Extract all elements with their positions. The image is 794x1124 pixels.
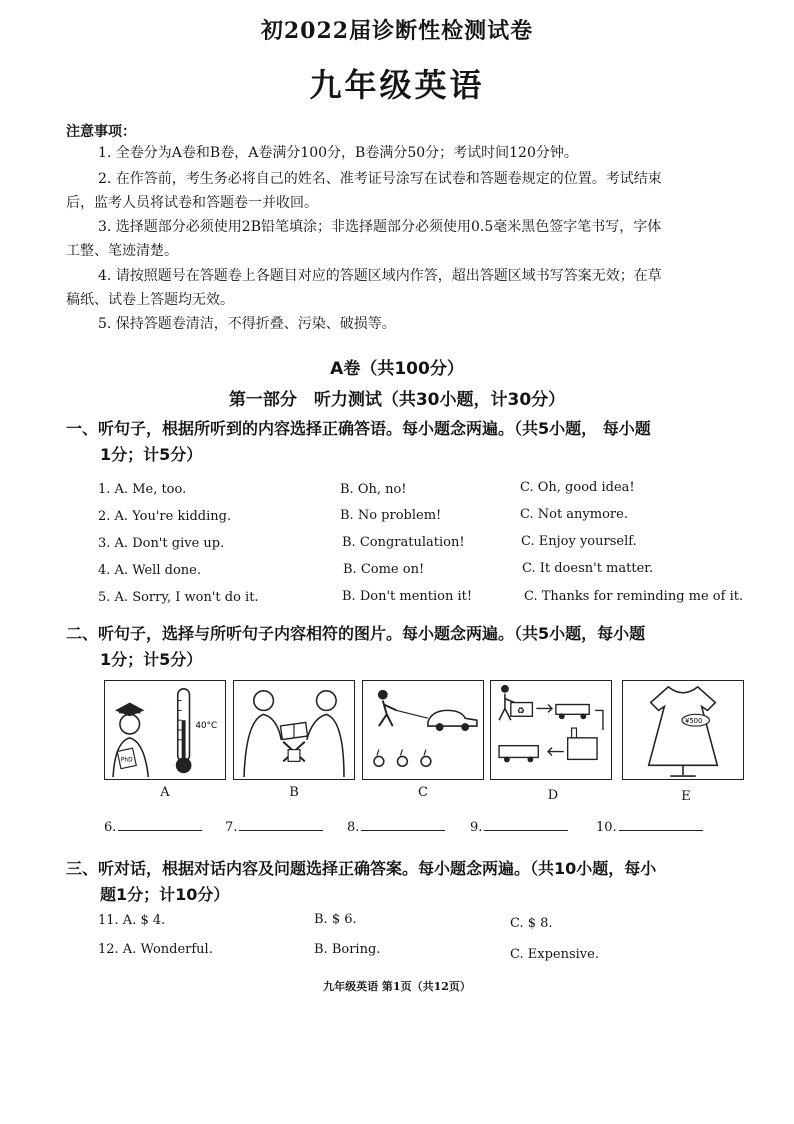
picture-label-d: D <box>547 788 559 803</box>
q3-item-12-c: C. Expensive. <box>510 947 599 962</box>
q3-item-11-c: C. $ 8. <box>510 916 553 931</box>
answer-blank-8[interactable] <box>347 818 445 835</box>
notice-item-3-cont: 工整、笔迹清楚。 <box>66 243 178 259</box>
answer-blank-10[interactable] <box>596 818 703 835</box>
q1-item-4-a: 4. A. Well done. <box>98 563 201 578</box>
exam-title: 初2022届诊断性检测试卷 <box>260 18 534 44</box>
answer-blank-7[interactable] <box>225 818 323 835</box>
picture-d <box>490 680 612 780</box>
q3-instruction: 三、听对话，根据对话内容及问题选择正确答案。每小题念两遍。（共10小题，每小 <box>66 859 657 878</box>
q1-instruction-cont: 1分；计5分） <box>100 445 203 464</box>
q1-item-4-b: B. Come on! <box>343 562 425 577</box>
notice-item-5: 5. 保持答题卷清洁，不得折叠、污染、破损等。 <box>98 316 396 332</box>
picture-a <box>104 680 226 780</box>
picture-label-c: C <box>418 785 428 800</box>
answer-blank-9[interactable] <box>470 818 568 835</box>
notice-item-2: 2. 在作答前，考生务必将自己的姓名、准考证号涂写在试卷和答题卷规定的位置。考试结束 <box>98 171 662 187</box>
blank-number-9: 9. <box>470 820 483 835</box>
blank-number-7: 7. <box>225 820 238 835</box>
picture-label-e: E <box>681 789 691 804</box>
notice-item-3: 3. 选择题部分必须使用2B铅笔填涂；非选择题部分必须使用0.5毫米黑色签字笔书写，字体 <box>98 219 662 235</box>
picture-label-b: B <box>289 785 299 800</box>
q1-item-5-b: B. Don't mention it! <box>342 589 473 604</box>
graduate-thermometer-illustration <box>105 681 225 779</box>
q3-item-11-b: B. $ 6. <box>314 912 357 927</box>
notice-item-4-cont: 稿纸、试卷上答题均无效。 <box>66 292 234 308</box>
dress-price-illustration <box>623 681 743 779</box>
notice-item-1: 1. 全卷分为A卷和B卷，A卷满分100分，B卷满分50分；考试时间120分钟。 <box>98 145 578 161</box>
q1-item-2-b: B. No problem! <box>340 508 442 523</box>
q3-item-12-b: B. Boring. <box>314 942 381 957</box>
q1-item-1-c: C. Oh, good idea! <box>520 480 635 495</box>
answer-blank-6[interactable] <box>104 818 202 835</box>
q1-item-5-a: 5. A. Sorry, I won't do it. <box>98 590 259 605</box>
q3-instruction-cont: 题1分；计10分） <box>100 885 230 904</box>
picture-c <box>362 680 484 780</box>
notice-heading: 注意事项： <box>66 124 136 140</box>
q1-instruction: 一、听句子，根据所听到的内容选择正确答语。每小题念两遍。（共5小题， 每小题 <box>66 419 651 438</box>
q1-item-2-a: 2. A. You're kidding. <box>98 509 232 524</box>
q1-item-1-b: B. Oh, no! <box>340 482 407 497</box>
picture-b <box>233 680 355 780</box>
q3-item-12-a: 12. A. Wonderful. <box>98 942 213 957</box>
section-a-title: A卷（共100分） <box>330 359 464 379</box>
picture-label-a: A <box>160 785 170 800</box>
q1-item-2-c: C. Not anymore. <box>520 507 628 522</box>
blank-number-6: 6. <box>104 820 117 835</box>
notice-item-2-cont: 后，监考人员将试卷和答题卷一并收回。 <box>66 195 318 211</box>
notice-item-4: 4. 请按照题号在答题卷上各题目对应的答题区域内作答，超出答题区域书写答案无效；在草 <box>98 268 662 284</box>
q1-item-4-c: C. It doesn't matter. <box>522 561 654 576</box>
part-1-title: 第一部分 听力测试（共30小题，计30分） <box>228 390 566 410</box>
q3-item-11-a: 11. A. $ 4. <box>98 913 166 928</box>
price-tag-text: ¥500 <box>684 717 703 726</box>
temperature-text: 40°C <box>195 721 218 732</box>
picture-e <box>622 680 744 780</box>
q2-instruction: 二、听句子，选择与所听句子内容相符的图片。每小题念两遍。（共5小题，每小题 <box>66 624 646 643</box>
exam-subject: 九年级英语 <box>309 66 485 104</box>
q1-item-3-b: B. Congratulation! <box>342 535 465 550</box>
blank-number-8: 8. <box>347 820 360 835</box>
q1-item-3-a: 3. A. Don't give up. <box>98 536 225 551</box>
page-footer: 九年级英语 第1页（共12页） <box>323 980 471 993</box>
gift-exchange-illustration <box>234 681 354 779</box>
pulling-car-illustration <box>363 681 483 779</box>
svg-text:♻: ♻ <box>516 706 525 717</box>
q1-item-3-c: C. Enjoy yourself. <box>521 534 637 549</box>
q1-item-5-c: C. Thanks for reminding me of it. <box>524 589 744 604</box>
q1-item-1-a: 1. A. Me, too. <box>98 482 187 497</box>
recycling-process-illustration <box>491 681 611 779</box>
blank-number-10: 10. <box>596 820 617 835</box>
q2-instruction-cont: 1分；计5分） <box>100 650 203 669</box>
phd-text: PhD <box>120 757 133 764</box>
